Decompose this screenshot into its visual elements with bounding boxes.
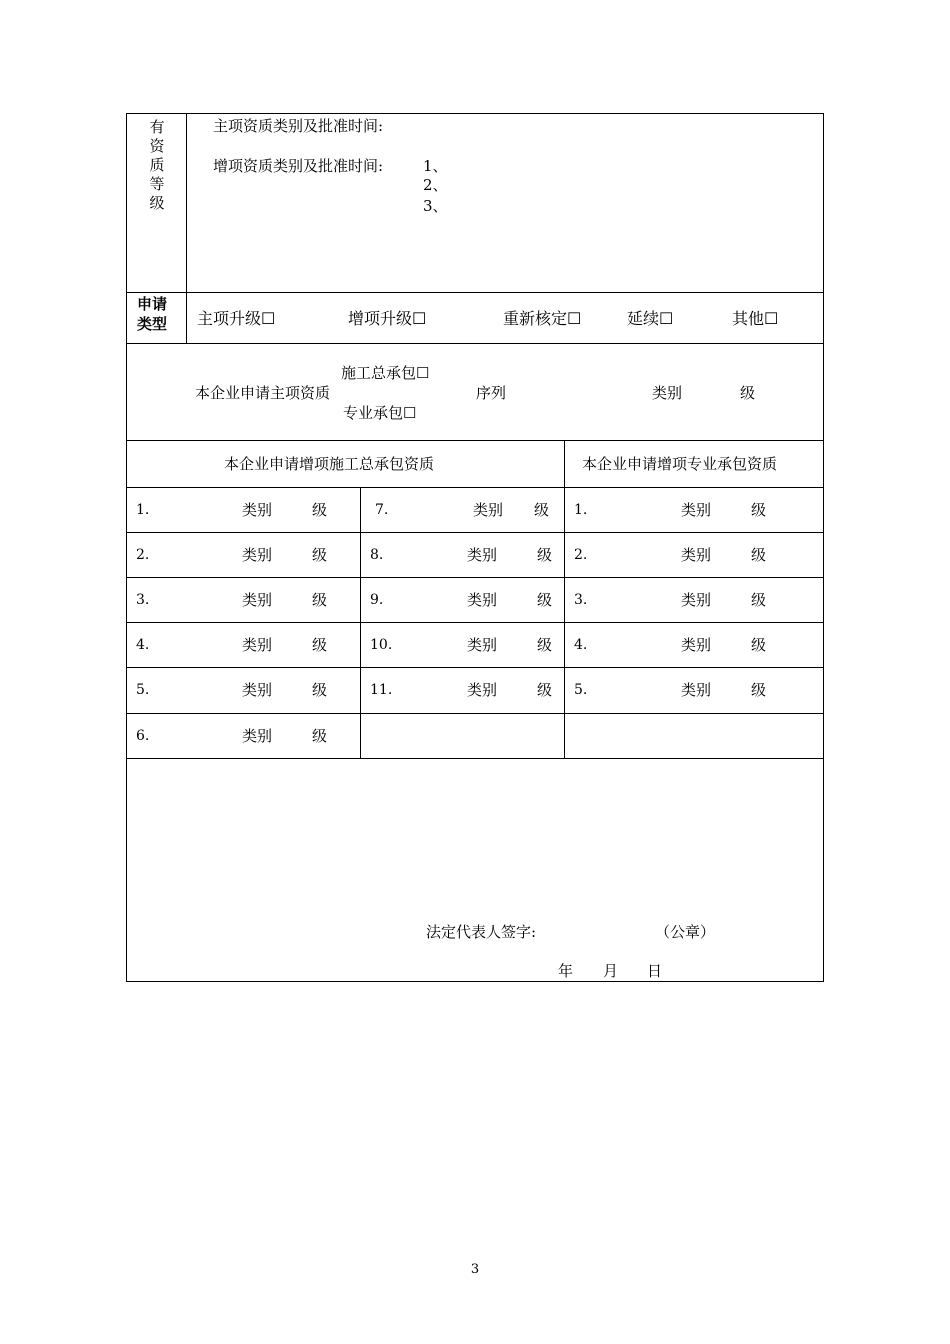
category-label: 类别 (681, 591, 712, 609)
additional-special-header: 本企业申请增项专业承包资质 (582, 455, 778, 473)
category-label: 类别 (652, 384, 683, 402)
row-divider (126, 758, 824, 759)
specialty-contracting-option[interactable]: 专业承包☐ (343, 404, 417, 422)
level-label: 级 (751, 546, 767, 564)
category-label: 类别 (242, 727, 273, 745)
category-label: 类别 (473, 501, 504, 519)
legal-representative-signature-label: 法定代表人签字: (426, 923, 537, 941)
level-label: 级 (312, 727, 328, 745)
row-number: 4. (136, 637, 150, 653)
row-number: 11. (370, 682, 393, 698)
level-label: 级 (312, 636, 328, 654)
item-number: 3、 (423, 197, 448, 215)
column-divider (564, 440, 565, 758)
row-divider (126, 622, 824, 623)
side-label-char: 级 (149, 194, 165, 212)
general-contracting-option[interactable]: 施工总承包☐ (341, 364, 430, 382)
row-number: 3. (574, 592, 588, 608)
day-label: 日 (647, 962, 663, 980)
level-label: 级 (537, 636, 553, 654)
category-label: 类别 (467, 681, 498, 699)
additional-general-header: 本企业申请增项施工总承包资质 (224, 455, 435, 473)
application-type-label: 申请 (137, 295, 168, 313)
page-number: 3 (470, 1262, 480, 1277)
side-label-char: 质 (149, 156, 165, 174)
side-label-char: 资 (149, 137, 165, 155)
level-label: 级 (312, 681, 328, 699)
level-label: 级 (312, 591, 328, 609)
level-label: 级 (312, 546, 328, 564)
row-number: 4. (574, 637, 588, 653)
level-label: 级 (751, 681, 767, 699)
level-label: 级 (751, 591, 767, 609)
row-number: 5. (574, 682, 588, 698)
row-number: 10. (370, 637, 393, 653)
row-number: 6. (136, 728, 150, 744)
category-label: 类别 (681, 681, 712, 699)
category-label: 类别 (242, 546, 273, 564)
category-label: 类别 (467, 636, 498, 654)
application-type-label: 类型 (137, 315, 168, 333)
row-divider (126, 667, 824, 668)
row-number: 1. (136, 502, 150, 518)
row-divider (126, 487, 824, 488)
category-label: 类别 (681, 636, 712, 654)
row-divider (126, 577, 824, 578)
level-label: 级 (312, 501, 328, 519)
side-label-char: 等 (149, 175, 165, 193)
item-number: 2、 (423, 176, 448, 194)
main-apply-prefix: 本企业申请主项资质 (195, 384, 331, 402)
year-label: 年 (558, 962, 574, 980)
series-label: 序列 (476, 384, 507, 402)
row-divider (126, 440, 824, 441)
row-number: 5. (136, 682, 150, 698)
category-label: 类别 (242, 681, 273, 699)
level-label: 级 (537, 681, 553, 699)
category-label: 类别 (242, 636, 273, 654)
category-label: 类别 (242, 591, 273, 609)
side-label-char: 有 (149, 118, 165, 136)
level-label: 级 (537, 591, 553, 609)
row-number: 7. (375, 502, 389, 518)
month-label: 月 (603, 962, 619, 980)
main-qualification-label: 主项资质类别及批准时间: (213, 117, 384, 135)
level-label: 级 (740, 384, 756, 402)
column-divider (360, 487, 361, 758)
option-main-upgrade[interactable]: 主项升级☐ (197, 309, 276, 328)
row-number: 1. (574, 502, 588, 518)
level-label: 级 (751, 636, 767, 654)
row-divider (126, 713, 824, 714)
row-divider (126, 343, 824, 344)
category-label: 类别 (681, 546, 712, 564)
option-additional-upgrade[interactable]: 增项升级☐ (348, 309, 427, 328)
level-label: 级 (751, 501, 767, 519)
option-other[interactable]: 其他☐ (732, 309, 779, 328)
row-number: 9. (370, 592, 384, 608)
category-label: 类别 (467, 591, 498, 609)
category-label: 类别 (681, 501, 712, 519)
row-number: 8. (370, 547, 384, 563)
row-divider (126, 532, 824, 533)
level-label: 级 (534, 501, 550, 519)
row-number: 2. (136, 547, 150, 563)
row-number: 2. (574, 547, 588, 563)
row-divider (126, 292, 824, 293)
level-label: 级 (537, 546, 553, 564)
item-number: 1、 (423, 157, 448, 175)
category-label: 类别 (467, 546, 498, 564)
row-number: 3. (136, 592, 150, 608)
additional-qualification-label: 增项资质类别及批准时间: (213, 157, 384, 175)
option-extension[interactable]: 延续☐ (627, 309, 674, 328)
official-seal-label: （公章） (655, 923, 716, 941)
option-reassess[interactable]: 重新核定☐ (503, 309, 582, 328)
qualification-side-label (127, 118, 187, 213)
category-label: 类别 (242, 501, 273, 519)
